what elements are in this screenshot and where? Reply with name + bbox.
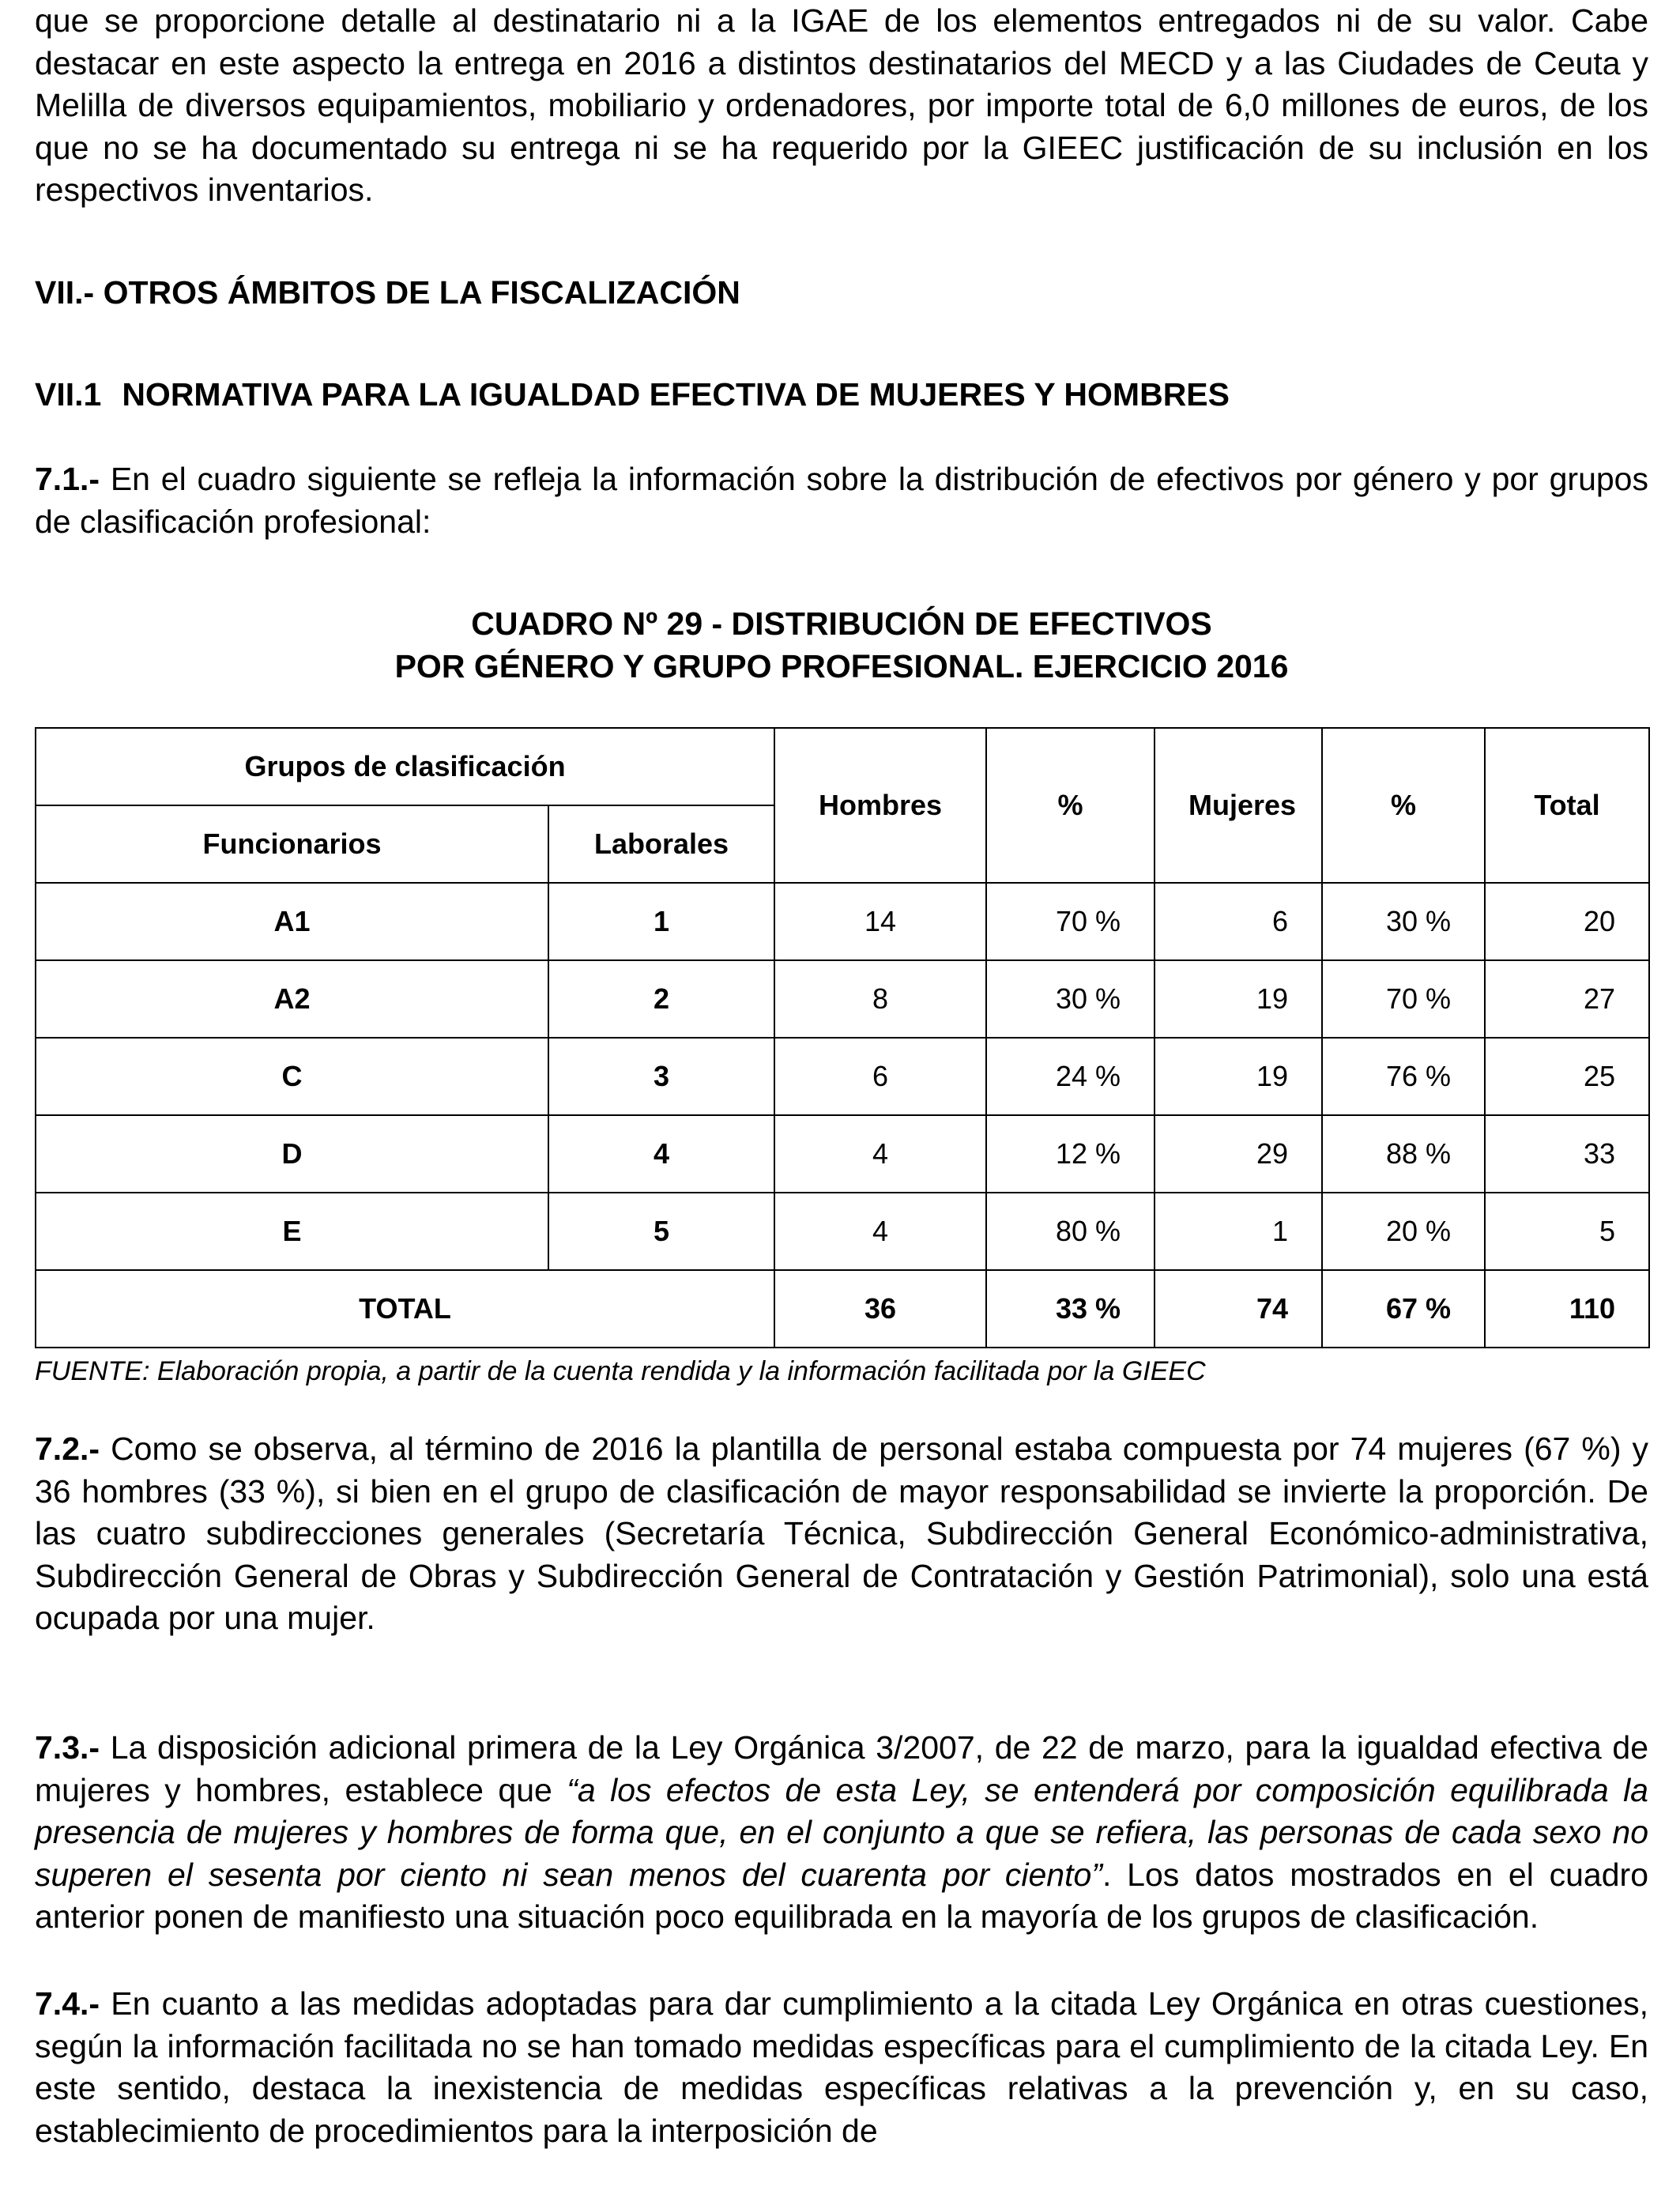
subsection-title: NORMATIVA PARA LA IGUALDAD EFECTIVA DE MUJERES Y HOMBRES	[122, 376, 1230, 413]
law-quote: “a los efectos de esta Ley, se entenderá por composición equilibrada la presencia de mujeres y hombres de forma que, en el conjunto a que se refiera, las personas de cada sexo no superen el sesenta por ciento ni sean menos del cuarenta por ciento”	[35, 1771, 1648, 1893]
paragraph-text: Como se observa, al término de 2016 la plantilla de personal estaba compuesta por 74 mujeres (67 %) y 36 hombres (33 %), si bien en el grupo de clasificación de mayor responsabilidad se invierte la proporción. De las cuatro subdirecciones generales (Secretaría Técnica, Subdirección General Económico-administrativa, Subdirección General de Obras y Subdirección General de Contratación y Gestión Patrimonial), solo una está ocupada por una mujer.	[35, 1431, 1648, 1636]
cell-hombres: 4	[774, 1193, 986, 1270]
cell-pct-mujeres: 88 %	[1322, 1115, 1485, 1193]
total-mujeres: 74	[1155, 1270, 1322, 1348]
cell-mujeres: 19	[1155, 960, 1322, 1038]
paragraph-text-before: La disposición adicional primera de la Ley Orgánica 3/2007, de 22 de marzo, para la igualdad efectiva de mujeres y hombres, establece que	[35, 1729, 1648, 1808]
cell-pct-mujeres: 70 %	[1322, 960, 1485, 1038]
table-row	[36, 883, 1649, 960]
header-total: Total	[1485, 728, 1649, 883]
cell-mujeres: 29	[1155, 1115, 1322, 1193]
paragraph-number: 7.4.-	[35, 1985, 100, 2022]
cell-total: 25	[1485, 1038, 1649, 1115]
table-row	[36, 1038, 1649, 1115]
paragraph-number: 7.3.-	[35, 1729, 100, 1766]
intro-paragraph: que se proporcione detalle al destinatario ni a la IGAE de los elementos entregados ni de su valor. Cabe destacar en este aspecto la entrega en 2016 a distintos destinatarios del MECD y a las Ciudades de Ceuta y Melilla de diversos equipamientos, mobiliario y ordenadores, por importe total de 6,0 millones de euros, de los que no se ha documentado su entrega ni se ha requerido por la GIEEC justificación de su inclusión en los respectivos inventarios.	[35, 2, 1648, 208]
cell-pct-hombres: 24 %	[986, 1038, 1155, 1115]
table-total-row	[36, 1270, 1649, 1348]
table-title	[35, 602, 1648, 688]
total-total: 110	[1485, 1270, 1649, 1348]
section-heading	[35, 272, 740, 314]
cell-pct-mujeres: 20 %	[1322, 1193, 1485, 1270]
header-laborales: Laborales	[548, 805, 774, 883]
cell-pct-hombres: 70 %	[986, 883, 1155, 960]
table-row	[36, 1193, 1649, 1270]
header-pct-hombres: %	[986, 728, 1155, 883]
paragraph-7-4	[35, 1983, 1648, 2152]
cell-funcionarios: D	[36, 1115, 548, 1193]
total-pct-mujeres: 67 %	[1322, 1270, 1485, 1348]
cell-total: 5	[1485, 1193, 1649, 1270]
total-hombres: 36	[774, 1270, 986, 1348]
cell-funcionarios: E	[36, 1193, 548, 1270]
header-funcionarios: Funcionarios	[36, 805, 548, 883]
subsection-heading	[35, 374, 1230, 416]
cell-pct-mujeres: 76 %	[1322, 1038, 1485, 1115]
cell-laborales: 1	[548, 883, 774, 960]
header-pct-mujeres: %	[1322, 728, 1485, 883]
table-title-line-1: CUADRO Nº 29 - DISTRIBUCIÓN DE EFECTIVOS	[471, 605, 1212, 642]
cell-mujeres: 1	[1155, 1193, 1322, 1270]
section-number: VII.-	[35, 274, 95, 311]
cell-pct-hombres: 12 %	[986, 1115, 1155, 1193]
cell-funcionarios: A2	[36, 960, 548, 1038]
cell-hombres: 8	[774, 960, 986, 1038]
table-row	[36, 960, 1649, 1038]
paragraph-7-1	[35, 458, 1648, 543]
header-hombres: Hombres	[774, 728, 986, 883]
paragraph-number: 7.2.-	[35, 1431, 100, 1467]
paragraph-text: En cuanto a las medidas adoptadas para dar cumplimiento a la citada Ley Orgánica en otras cuestiones, según la información facilitada no se han tomado medidas específicas para el cumplimiento de la citada Ley. En este sentido, destaca la inexistencia de medidas específicas relativas a la prevención y, en su caso, establecimiento de procedimientos para la interposición de	[35, 1985, 1648, 2149]
table-source: FUENTE: Elaboración propia, a partir de la cuenta rendida y la información facilitada por la GIEEC	[35, 1356, 1206, 1386]
cell-hombres: 6	[774, 1038, 986, 1115]
paragraph-7-2	[35, 1428, 1648, 1640]
table-title-line-2: POR GÉNERO Y GRUPO PROFESIONAL. EJERCICIO 2016	[394, 648, 1289, 684]
cell-mujeres: 6	[1155, 883, 1322, 960]
cell-funcionarios: A1	[36, 883, 548, 960]
paragraph-text: En el cuadro siguiente se refleja la información sobre la distribución de efectivos por género y por grupos de clasificación profesional:	[35, 461, 1648, 540]
paragraph-7-3	[35, 1727, 1648, 1939]
cell-pct-mujeres: 30 %	[1322, 883, 1485, 960]
header-group: Grupos de clasificación	[36, 728, 774, 805]
cell-hombres: 14	[774, 883, 986, 960]
distribution-table	[35, 727, 1650, 1348]
table-body	[36, 883, 1649, 1270]
cell-laborales: 2	[548, 960, 774, 1038]
cell-funcionarios: C	[36, 1038, 548, 1115]
cell-mujeres: 19	[1155, 1038, 1322, 1115]
total-pct-hombres: 33 %	[986, 1270, 1155, 1348]
cell-laborales: 4	[548, 1115, 774, 1193]
total-label: TOTAL	[36, 1270, 774, 1348]
table-row	[36, 1115, 1649, 1193]
cell-pct-hombres: 30 %	[986, 960, 1155, 1038]
cell-pct-hombres: 80 %	[986, 1193, 1155, 1270]
cell-laborales: 5	[548, 1193, 774, 1270]
cell-total: 27	[1485, 960, 1649, 1038]
paragraph-text-after: . Los datos mostrados en el cuadro anterior ponen de manifiesto una situación poco equilibrada en la mayoría de los grupos de clasificación.	[35, 1856, 1648, 1935]
header-mujeres: Mujeres	[1155, 728, 1322, 883]
cell-total: 20	[1485, 883, 1649, 960]
cell-laborales: 3	[548, 1038, 774, 1115]
section-title: OTROS ÁMBITOS DE LA FISCALIZACIÓN	[103, 274, 740, 311]
cell-hombres: 4	[774, 1115, 986, 1193]
table-header-row-1	[36, 728, 1649, 805]
cell-total: 33	[1485, 1115, 1649, 1193]
paragraph-number: 7.1.-	[35, 461, 100, 497]
subsection-number: VII.1	[35, 376, 102, 413]
